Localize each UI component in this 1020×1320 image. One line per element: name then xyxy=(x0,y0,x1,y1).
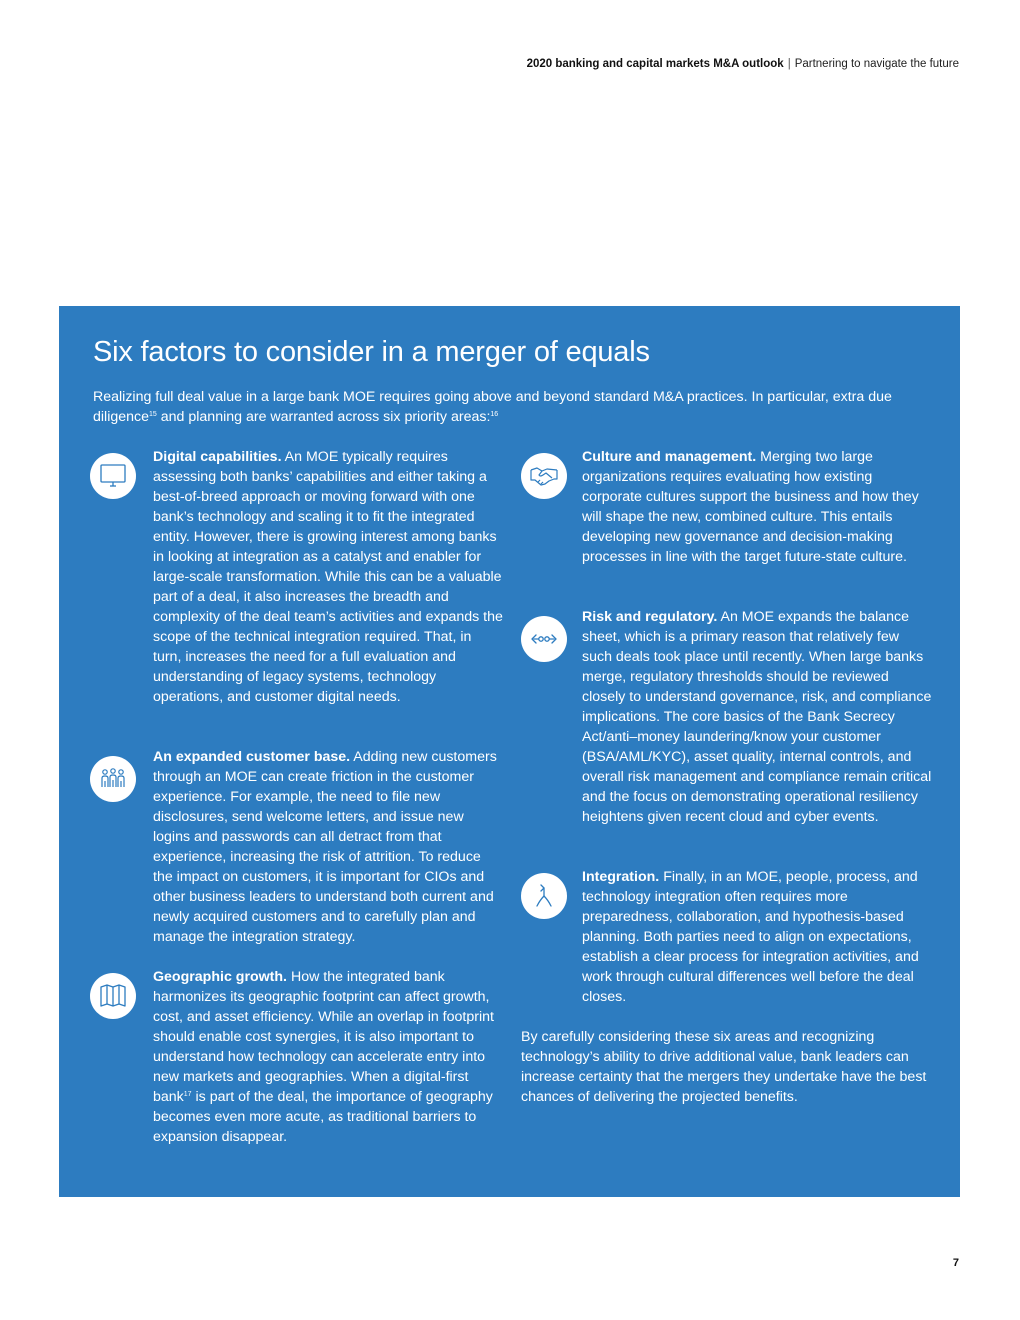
panel-closing: By carefully considering these six areas and recognizing technology’s ability to drive additional value, bank leaders can increase certainty that the mergers they undertake have the best chances of delivering the projected benefits. xyxy=(521,1029,927,1105)
factor-body: Adding new customers through an MOE can create friction in the customer experience. For example, the need to file new disclosures, send welcome letters, and issue new logins and passwords can all detract from that experience, increasing the risk of attrition. To reduce the impact on customers, it is important for CIOs and other business leaders to understand both current and newly acquired customers and to carefully plan and manage the integration strategy. xyxy=(153,749,497,945)
handshake-icon xyxy=(521,453,567,499)
page-number: 7 xyxy=(952,1257,959,1269)
six-factors-panel xyxy=(59,306,960,1197)
report-subtitle: Partnering to navigate the future xyxy=(794,58,959,70)
intro-text-1: Realizing full deal value in a large bank MOE requires going above and beyond standard M&A practices. In particular, extra due diligence xyxy=(93,389,892,425)
factor-heading: Culture and management. xyxy=(582,449,757,465)
panel-title: Six factors to consider in a merger of equals xyxy=(93,336,650,368)
merge-paths-icon xyxy=(521,873,567,919)
factor-heading: Risk and regulatory. xyxy=(582,609,718,625)
factor-body-continued: is part of the deal, the importance of geography becomes even more acute, as traditional barriers to expansion disappear. xyxy=(153,1089,493,1145)
link-arrows-icon xyxy=(521,616,567,662)
report-title: 2020 banking and capital markets M&A outlook xyxy=(526,58,784,70)
factor-heading: An expanded customer base. xyxy=(153,749,351,765)
factor-heading: Geographic growth. xyxy=(153,969,287,985)
factor-risk-and-regulatory xyxy=(582,607,932,827)
factor-digital-capabilities xyxy=(153,447,503,707)
factor-body: How the integrated bank harmonizes its geographic footprint can affect growth, cost, and asset efficiency. While an overlap in footprint should enable cost synergies, it is also important to understand how technology can accelerate entry into new markets and geographies. When a digital-first bank xyxy=(153,969,494,1105)
factor-heading: Digital capabilities. xyxy=(153,449,282,465)
intro-text-2: and planning are warranted across six priority areas: xyxy=(156,409,491,425)
panel-intro xyxy=(93,387,893,427)
footnote-ref-16: 16 xyxy=(490,411,499,418)
factor-heading: Integration. xyxy=(582,869,660,885)
header-separator: | xyxy=(787,58,791,70)
factor-expanded-customer-base xyxy=(153,747,503,947)
factor-body: An MOE expands the balance sheet, which is a primary reason that relatively few such deals took place until recently. When large banks merge, regulatory thresholds should be reviewed closely to understand governance, risk, and compliance implications. The core basics of the Bank Secrecy Act/anti–money laundering/know your customer (BSA/AML/KYC), asset quality, internal controls, and overall risk management and compliance remain critical and the focus on demonstrating operational resiliency heightens given recent cloud and cyber events. xyxy=(582,609,932,825)
factor-integration xyxy=(582,867,932,1007)
footnote-ref-17: 17 xyxy=(183,1091,192,1098)
footnote-ref-15: 15 xyxy=(149,411,157,418)
factor-body: Finally, in an MOE, people, process, and technology integration often requires more preparedness, collaboration, and hypothesis-based planning. Both parties need to align on expectations, establish a clear process for integration activities, and work through cultural differences well before the deal closes. xyxy=(582,869,919,1005)
factor-body: An MOE typically requires assessing both banks’ capabilities and either taking a best-of-breed approach or moving forward with one bank’s technology and scaling it to fit the integrated entity. However, there is growing interest among banks in looking at integration as a catalyst and enabler for large-scale transformation. While this can be a valuable part of a deal, it also increases the breadth and complexity of the deal team’s activities and expands the scope of the technical integration required. That, in turn, increases the need for a full evaluation and understanding of legacy systems, technology operations, and customer digital needs. xyxy=(153,449,503,705)
factor-geographic-growth xyxy=(153,967,508,1147)
map-icon xyxy=(90,973,136,1019)
running-header xyxy=(527,58,959,70)
factor-body: Merging two large organizations requires evaluating how existing corporate cultures support the business and how they will shape the new, combined culture. This entails developing new governance and decision-making processes in line with the target future-state culture. xyxy=(582,449,919,565)
people-group-icon xyxy=(90,756,136,802)
factor-culture-and-management xyxy=(582,447,927,567)
monitor-icon xyxy=(90,453,136,499)
